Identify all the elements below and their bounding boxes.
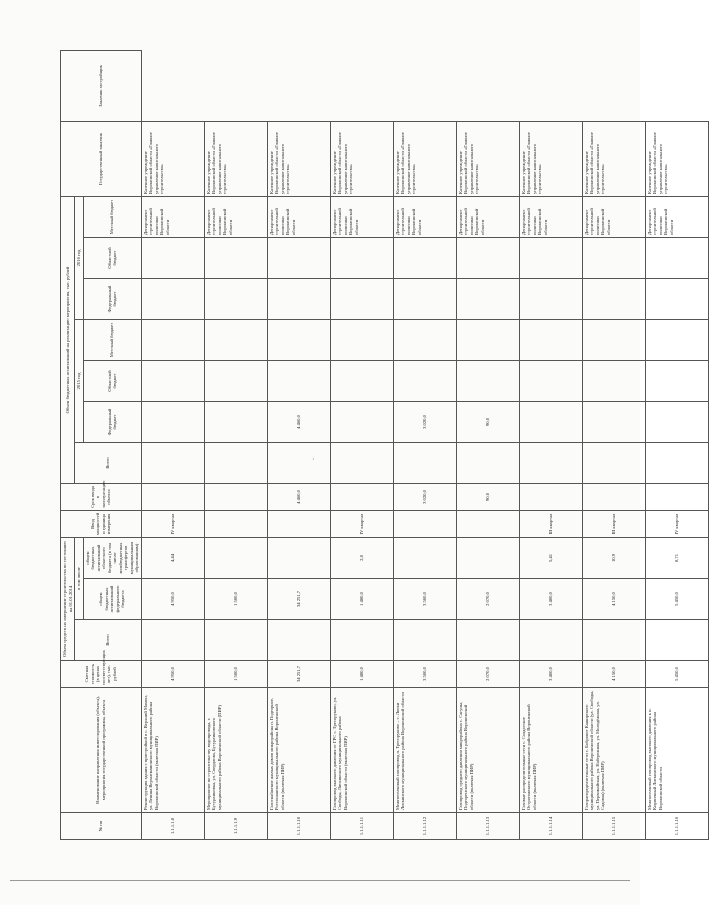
cell-fed2 [393,320,456,361]
cell-resp: Казенное учреждение Воронежской области «Главное управление капитального строительства» [204,122,267,197]
header-volume: Объем бюджетных ассигнований на реализацию мероприятия, тыс. рублей [61,197,75,484]
cell-name: Межпоселковый газопровод п. Тресоруково – с. Лиски Лискинского муниципального района Воронежской области [393,688,456,813]
header-customer: Государственный заказчик [61,122,142,197]
header-y1-fed: Федеральный бюджет [83,402,141,443]
cell-loc [645,361,708,402]
table-row [582,51,645,840]
cell-loc [330,361,393,402]
cell-regv [519,402,582,443]
cell-regv: 4 460,0 [267,402,330,443]
header-y1-loc: Местный бюджет [83,320,141,361]
cell-total: 3 020,0 [393,484,456,511]
cell-reg2 [393,279,456,320]
cell-fed2 [330,320,393,361]
table-row [330,51,393,840]
cell-resp: Казенное учреждение Воронежской области «Главное управление капитального строительства» [267,122,330,197]
table-row [645,51,708,840]
cell-loc [267,361,330,402]
header-y2-loc: Местный бюджет [83,197,141,238]
header-no: № пп [61,813,142,840]
header-incl-fed: общем бюджетных ассигнований федерального бюджета [83,579,141,620]
cell-reg: 4 950,0 [141,579,204,620]
cell-fed2 [582,320,645,361]
cell-term: IV квартал [330,511,393,538]
cell-term [393,511,456,538]
cell-reg: 5 450,0 [645,579,708,620]
cell-customer: Департамент строительной политики Воронежской области [330,197,393,238]
cell-no: 1.1.1.1.15 [582,813,645,840]
header-cost: Сметная стоимость (в ценах соответствующих лет), тыс. рублей [61,661,142,688]
cell-reg2 [519,279,582,320]
header-y1-reg: Областной бюджет [83,361,141,402]
cell-total [519,484,582,511]
investment-table [60,50,709,840]
cell-remain [645,620,708,661]
cell-term: IV квартал [645,511,708,538]
table-row [267,51,330,840]
cell-loc [519,361,582,402]
page-bottom-rule [10,880,630,881]
cell-resp: Казенное учреждение Воронежской области «Главное управление капитального строительства» [393,122,456,197]
cell-fed2 [645,320,708,361]
cell-loc [141,361,204,402]
cell-loc2 [267,238,330,279]
cell-reg: 1 500,0 [204,579,267,620]
cell-total: 90,0 [456,484,519,511]
cell-remain [456,620,519,661]
table-row [393,51,456,840]
cell-resp: Казенное учреждение Воронежской области «Главное управление капитального строительства» [582,122,645,197]
cell-no: 1.1.1.1.12 [393,813,456,840]
cell-no: 1.1.1.1.8 [141,813,204,840]
cell-power: 5,41 [519,538,582,579]
scan-speck: · [312,455,315,464]
cell-reg2 [645,279,708,320]
cell-remain [141,620,204,661]
cell-cost: 4 950,0 [141,661,204,688]
cell-loc2 [456,238,519,279]
cell-reg2 [267,279,330,320]
cell-fed2 [141,320,204,361]
cell-power: 10,9 [582,538,645,579]
header-remaining: Объем средств на завершение строительства по состоянию на 01.01.2014 [61,538,75,661]
cell-loc [204,361,267,402]
cell-regv [645,402,708,443]
cell-term [267,511,330,538]
cell-customer: Департамент строительной политики Воронежской области [456,197,519,238]
cell-power [267,538,330,579]
cell-reg: 1 480,0 [330,579,393,620]
cell-term: IV квартал [141,511,204,538]
header-year1: 2015 год [75,320,84,443]
cell-fed2 [456,320,519,361]
cell-loc [393,361,456,402]
rotated-table-container [60,50,679,840]
cell-customer: Департамент строительной политики Воронежской области [519,197,582,238]
header-responsible: Заказчик застройщик [61,51,142,122]
cell-total: 4 460,0 [267,484,330,511]
cell-loc [456,361,519,402]
cell-term [456,511,519,538]
header-remaining-incl: в том числе [75,538,84,620]
header-incl-reg: общем бюджетных ассигнований областного бюджета (в том числе межбюджетных трансфертов муниципальным образованиям) [83,538,141,579]
header-y2-fed: Федеральный бюджет [83,279,141,320]
cell-fed2 [519,320,582,361]
cell-fed [393,443,456,484]
cell-total [204,484,267,511]
cell-reg: 2 070,0 [456,579,519,620]
cell-resp: Казенное учреждение Воронежской области «Главное управление капитального строительства» [330,122,393,197]
cell-customer: Департамент строительной политики Воронежской области [582,197,645,238]
cell-term: III квартал [582,511,645,538]
cell-loc2 [582,238,645,279]
cell-no: 1.1.1.1.9 [204,813,267,840]
cell-name: Реконструкция здания с пристройкой в с. Верхний Мамон, ул. Ленина Верхнемамонского муниципального района Воронежской области (включая ПИР) [141,688,204,813]
header-year2: 2016 год [75,197,84,320]
table-row [519,51,582,840]
header-remaining-total: Всего [75,620,142,661]
cell-fed [582,443,645,484]
cell-remain [330,620,393,661]
cell-remain [582,620,645,661]
cell-regv: 3 020,0 [393,402,456,443]
cell-loc2 [204,238,267,279]
cell-name: Газопровод высокого давления от ГРС с. Тресоруково, ул. Свободы, Лискинского муниципального района Воронежской области (включая ПИР) [330,688,393,813]
cell-cost: 34 251,7 [267,661,330,688]
cell-regv [582,402,645,443]
cell-total [141,484,204,511]
table-row [141,51,204,840]
cell-reg: 4 150,0 [582,579,645,620]
cell-fed [330,443,393,484]
header-power: Ввод мощностей и единица измерения [61,511,142,538]
header-volume-total: Всего [75,443,142,484]
cell-name: Газоснабжение жилых домов микрорайона п. Подгорное, Россошанского муниципального района Воронежской области (включая ПИР) [267,688,330,813]
cell-resp: Казенное учреждение Воронежской области «Главное управление капитального строительства» [519,122,582,197]
table-row [456,51,519,840]
cell-reg2 [456,279,519,320]
cell-customer: Департамент строительной политики Воронежской области [204,197,267,238]
cell-resp: Казенное учреждение Воронежской области «Главное управление капитального строительства» [645,122,708,197]
cell-fed2 [267,320,330,361]
cell-no: 1.1.1.1.13 [456,813,519,840]
cell-loc2 [519,238,582,279]
cell-customer: Департамент строительной политики Воронежской области [645,197,708,238]
cell-power [456,538,519,579]
cell-reg2 [330,279,393,320]
cell-cost: 3 500,0 [393,661,456,688]
cell-customer: Департамент строительной политики Воронежской области [141,197,204,238]
cell-no: 1.1.1.1.14 [519,813,582,840]
cell-fed2 [204,320,267,361]
cell-total [582,484,645,511]
cell-resp: Казенное учреждение Воронежской области «Главное управление капитального строительства» [141,122,204,197]
cell-remain [519,620,582,661]
cell-customer: Департамент строительной политики Воронежской области [393,197,456,238]
cell-total [645,484,708,511]
table-body [141,51,708,840]
cell-loc [582,361,645,402]
cell-term: III квартал [519,511,582,538]
table-row [204,51,267,840]
cell-no: 1.1.1.1.16 [645,813,708,840]
cell-resp: Казенное учреждение Воронежской области «Главное управление капитального строительства» [456,122,519,197]
cell-regv [141,402,204,443]
header-name: Наименование направления инвестирования (объекта), мероприятия государственной программы, объекта [61,688,142,813]
cell-cost: 1 480,0 [330,661,393,688]
cell-power: 8,71 [645,538,708,579]
cell-loc2 [645,238,708,279]
cell-term [204,511,267,538]
cell-power [393,538,456,579]
cell-cost: 3 400,0 [519,661,582,688]
cell-name: Межпоселковый газопровод высокого давления к п. Кирпичный Лискинского муниципального района Воронежской области [645,688,708,813]
cell-cost: 4 150,0 [582,661,645,688]
cell-regv: 90,0 [456,402,519,443]
cell-cost: 5 450,0 [645,661,708,688]
cell-remain [267,620,330,661]
cell-loc2 [141,238,204,279]
cell-name: Газораспределительные сети с. Бобровое Каширского муниципального района Воронежской области (ул. Свободы, ул. Первомайская, ул. Набережная, ул. Молодёжная, ул. Садовая) (включая ПИР) [582,688,645,813]
cell-cost: 2 070,0 [456,661,519,688]
cell-fed [141,443,204,484]
cell-loc2 [330,238,393,279]
header-y2-reg: Областной бюджет [83,238,141,279]
cell-fed [645,443,708,484]
cell-power: 4,44 [141,538,204,579]
cell-cost: 1 500,0 [204,661,267,688]
cell-no: 1.1.1.1.11 [330,813,393,840]
cell-fed [519,443,582,484]
cell-total [330,484,393,511]
cell-loc2 [393,238,456,279]
cell-reg2 [582,279,645,320]
cell-name: Газопровод среднего давления микрорайона с. Сагуны, Подгоренского муниципального района Воронежской области (включая ПИР) [456,688,519,813]
cell-regv [204,402,267,443]
cell-reg2 [204,279,267,320]
header-term: Срок ввода в эксплуатацию объекта [61,484,142,511]
cell-fed [267,443,330,484]
cell-customer: Департамент строительной политики Воронежской области [267,197,330,238]
cell-no: 1.1.1.1.10 [267,813,330,840]
cell-remain [204,620,267,661]
cell-fed [456,443,519,484]
cell-remain [393,620,456,661]
cell-reg: 3 500,0 [393,579,456,620]
cell-reg: 34 251,7 [267,579,330,620]
cell-name: Газовые распределительные сети с. Солдатское Острогожского муниципального района Воронежской области (включая ПИР) [519,688,582,813]
cell-fed [204,443,267,484]
cell-power: 2,8 [330,538,393,579]
cell-reg2 [141,279,204,320]
cell-power [204,538,267,579]
cell-regv [330,402,393,443]
cell-name: Мероприятие по строительству водопровода, г. Бутурлиновка, ул. Свердлова, Бутурлиновского муниципального района Воронежской области (ПИР) [204,688,267,813]
cell-reg: 3 400,0 [519,579,582,620]
